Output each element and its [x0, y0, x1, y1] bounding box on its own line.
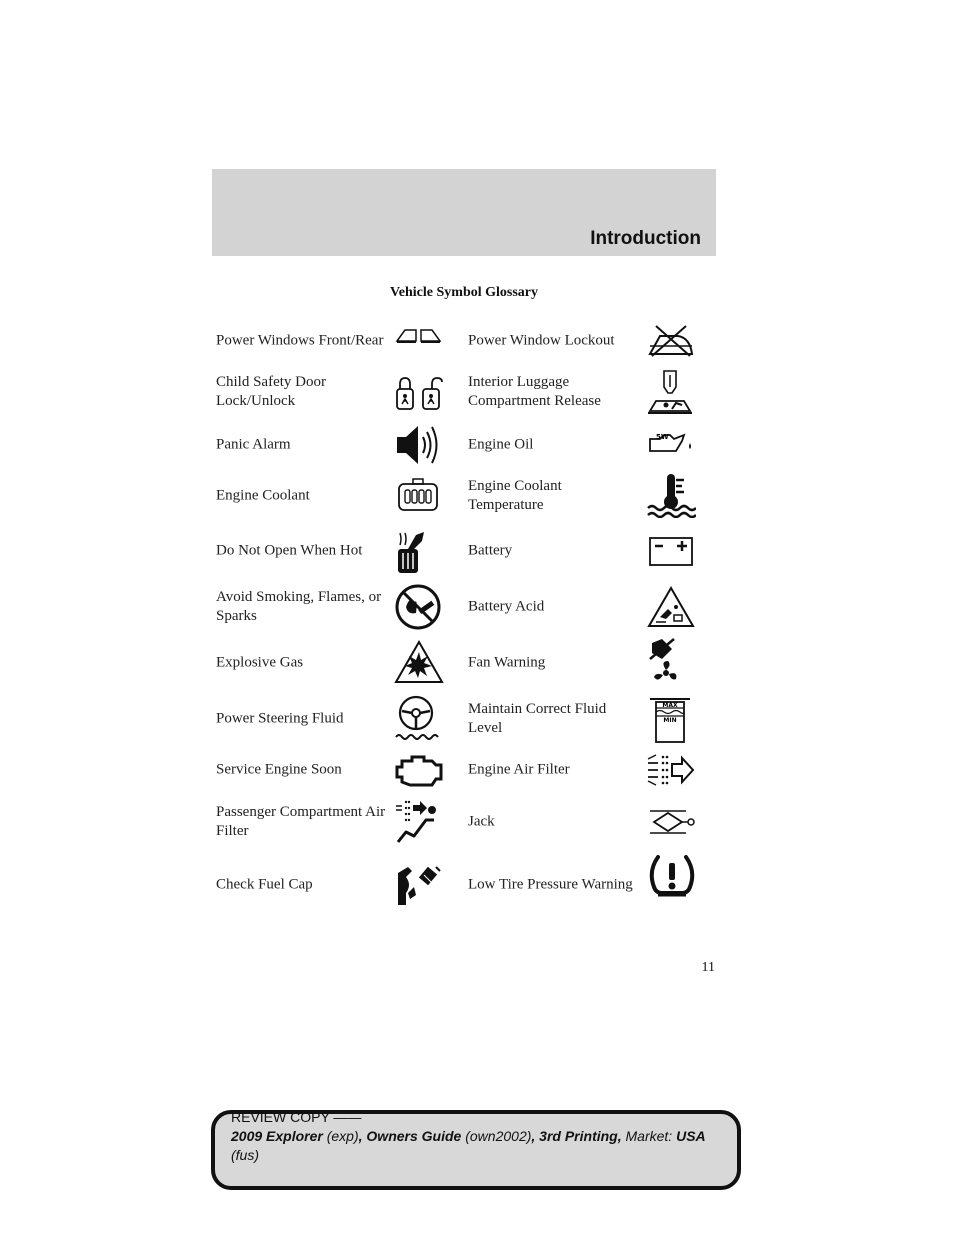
symbol-label: Jack — [468, 813, 495, 830]
power-windows-icon — [394, 325, 444, 347]
do-not-open-hot-icon — [394, 529, 430, 575]
symbol-label: Engine Oil — [468, 436, 534, 453]
child-safety-lock-icon — [394, 375, 446, 411]
symbol-label: Engine Coolant Temperature — [468, 478, 562, 513]
coolant-temperature-icon — [646, 472, 696, 518]
symbol-label: Power Window Lockout — [468, 332, 615, 349]
symbol-label: Child Safety Door Lock/Unlock — [216, 374, 326, 409]
symbol-label: Engine Air Filter — [468, 761, 570, 778]
symbol-label: Power Steering Fluid — [216, 710, 344, 727]
symbol-label: Panic Alarm — [216, 436, 291, 453]
symbol-label: Engine Coolant — [216, 487, 310, 504]
page-title: Introduction — [590, 228, 701, 249]
symbol-label: Battery Acid — [468, 598, 545, 615]
footer-printing: , 3rd Printing, — [531, 1128, 622, 1144]
header-band — [212, 169, 716, 256]
jack-icon — [646, 809, 696, 835]
symbol-label: Avoid Smoking, Flames, or Sparks — [216, 589, 382, 624]
fuel-cap-icon — [394, 863, 444, 907]
fluid-level-max: MAX — [662, 702, 678, 709]
fan-warning-icon — [646, 637, 688, 687]
engine-oil-icon — [646, 429, 696, 453]
review-copy-line: REVIEW COPY —— — [231, 1109, 362, 1125]
footer-guide: , Owners Guide — [358, 1128, 462, 1144]
power-steering-fluid-icon — [394, 695, 440, 743]
footer-guide-code: (own2002) — [465, 1128, 532, 1144]
symbol-label: Battery — [468, 542, 513, 559]
symbol-label: Interior Luggage Compartment Release — [468, 374, 601, 409]
engine-air-filter-icon — [646, 751, 696, 789]
review-copy-text — [231, 1108, 736, 1165]
symbol-label: Check Fuel Cap — [216, 876, 313, 893]
footer-market-label: Market: — [625, 1128, 673, 1144]
fluid-level-min: MIN — [663, 717, 677, 724]
symbol-label: Maintain Correct Fluid Level — [468, 701, 607, 736]
luggage-release-icon — [646, 369, 694, 415]
page-number: 11 — [701, 960, 715, 975]
symbol-label: Service Engine Soon — [216, 761, 342, 778]
symbol-label: Power Windows Front/Rear — [216, 332, 384, 349]
tire-pressure-icon — [646, 853, 698, 899]
service-engine-icon — [394, 753, 444, 787]
symbol-label: Do Not Open When Hot — [216, 542, 363, 559]
battery-icon — [646, 535, 696, 567]
engine-coolant-icon — [394, 478, 444, 512]
cabin-air-filter-icon — [394, 798, 444, 846]
svg-text:5W: 5W — [656, 433, 669, 441]
footer-model: 2009 Explorer — [231, 1128, 323, 1144]
symbol-label: Passenger Compartment Air Filter — [216, 804, 386, 839]
footer-market-code: (fus) — [231, 1147, 259, 1163]
glossary-title: Vehicle Symbol Glossary — [389, 285, 539, 300]
symbol-label: Low Tire Pressure Warning — [468, 876, 633, 893]
panic-alarm-icon — [394, 423, 444, 467]
symbol-label: Explosive Gas — [216, 654, 304, 671]
explosive-gas-icon — [394, 640, 444, 684]
footer-model-code: (exp) — [326, 1128, 359, 1144]
footer-market: USA — [676, 1128, 706, 1144]
battery-acid-icon — [646, 585, 696, 629]
power-window-lockout-icon — [646, 324, 696, 358]
fluid-level-icon — [646, 696, 694, 744]
symbol-label: Fan Warning — [468, 654, 546, 671]
no-smoking-icon — [394, 583, 442, 631]
